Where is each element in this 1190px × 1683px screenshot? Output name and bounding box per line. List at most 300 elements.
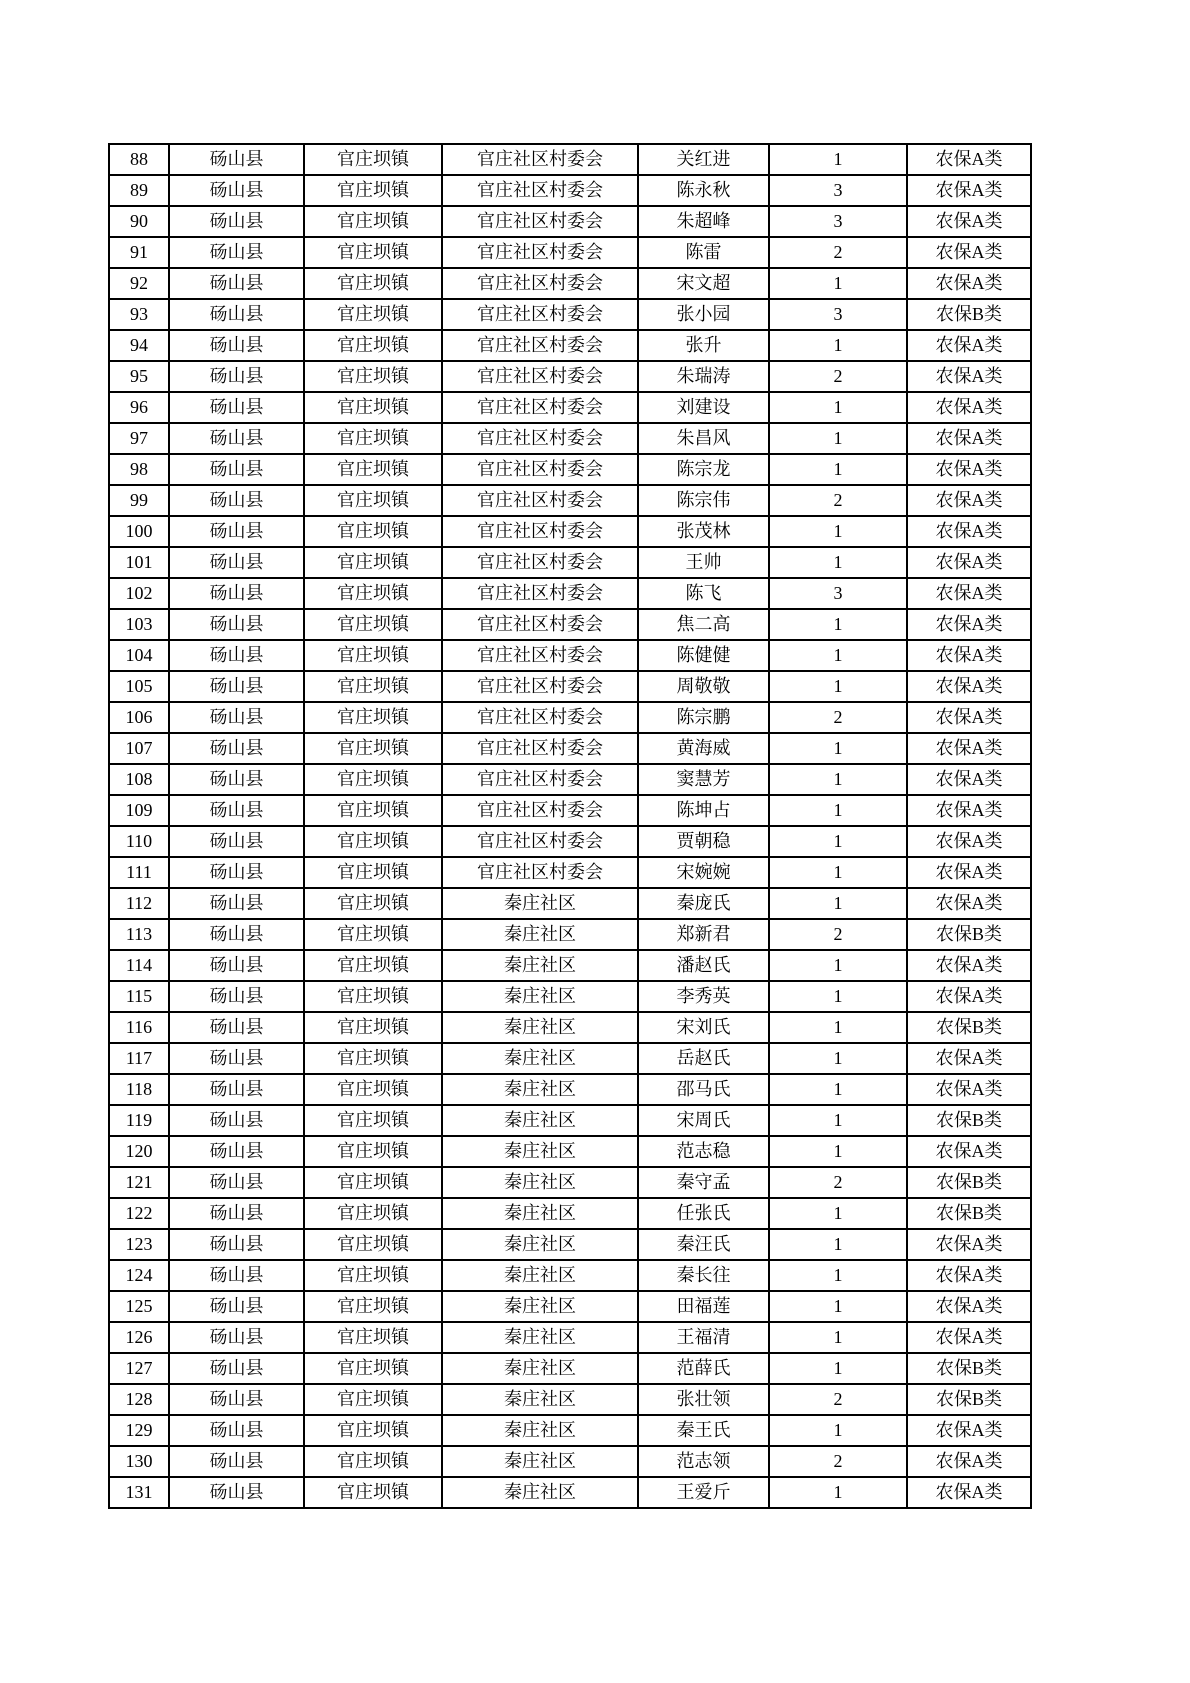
cell-name: 朱瑞涛 bbox=[638, 361, 769, 392]
cell-seq: 92 bbox=[109, 268, 169, 299]
cell-name: 周敬敬 bbox=[638, 671, 769, 702]
table-row bbox=[109, 702, 1031, 733]
cell-seq: 127 bbox=[109, 1353, 169, 1384]
cell-seq: 88 bbox=[109, 144, 169, 175]
table-row bbox=[109, 1198, 1031, 1229]
cell-town: 官庄坝镇 bbox=[304, 640, 442, 671]
table-row bbox=[109, 330, 1031, 361]
cell-town: 官庄坝镇 bbox=[304, 888, 442, 919]
cell-category: 农保A类 bbox=[907, 826, 1031, 857]
cell-name: 陈坤占 bbox=[638, 795, 769, 826]
cell-county: 砀山县 bbox=[169, 1384, 304, 1415]
cell-county: 砀山县 bbox=[169, 826, 304, 857]
cell-category: 农保A类 bbox=[907, 1074, 1031, 1105]
cell-county: 砀山县 bbox=[169, 1198, 304, 1229]
cell-name: 焦二高 bbox=[638, 609, 769, 640]
cell-county: 砀山县 bbox=[169, 175, 304, 206]
cell-count: 1 bbox=[769, 547, 907, 578]
cell-seq: 114 bbox=[109, 950, 169, 981]
cell-town: 官庄坝镇 bbox=[304, 733, 442, 764]
cell-county: 砀山县 bbox=[169, 1167, 304, 1198]
table-row bbox=[109, 454, 1031, 485]
cell-village: 秦庄社区 bbox=[442, 1477, 638, 1508]
cell-seq: 107 bbox=[109, 733, 169, 764]
cell-county: 砀山县 bbox=[169, 423, 304, 454]
table-row bbox=[109, 671, 1031, 702]
table-row bbox=[109, 547, 1031, 578]
cell-category: 农保A类 bbox=[907, 857, 1031, 888]
cell-county: 砀山县 bbox=[169, 1043, 304, 1074]
cell-village: 官庄社区村委会 bbox=[442, 640, 638, 671]
cell-category: 农保B类 bbox=[907, 1353, 1031, 1384]
cell-seq: 102 bbox=[109, 578, 169, 609]
cell-name: 范志领 bbox=[638, 1446, 769, 1477]
table-row bbox=[109, 175, 1031, 206]
cell-category: 农保A类 bbox=[907, 237, 1031, 268]
cell-count: 1 bbox=[769, 392, 907, 423]
cell-name: 秦长往 bbox=[638, 1260, 769, 1291]
cell-name: 陈宗龙 bbox=[638, 454, 769, 485]
cell-town: 官庄坝镇 bbox=[304, 454, 442, 485]
cell-name: 岳赵氏 bbox=[638, 1043, 769, 1074]
cell-seq: 124 bbox=[109, 1260, 169, 1291]
cell-count: 2 bbox=[769, 919, 907, 950]
cell-town: 官庄坝镇 bbox=[304, 144, 442, 175]
cell-village: 官庄社区村委会 bbox=[442, 330, 638, 361]
cell-count: 1 bbox=[769, 826, 907, 857]
cell-seq: 129 bbox=[109, 1415, 169, 1446]
cell-village: 官庄社区村委会 bbox=[442, 454, 638, 485]
cell-count: 2 bbox=[769, 361, 907, 392]
cell-town: 官庄坝镇 bbox=[304, 702, 442, 733]
cell-category: 农保A类 bbox=[907, 1446, 1031, 1477]
cell-name: 张茂林 bbox=[638, 516, 769, 547]
cell-name: 宋周氏 bbox=[638, 1105, 769, 1136]
cell-town: 官庄坝镇 bbox=[304, 1074, 442, 1105]
cell-count: 1 bbox=[769, 981, 907, 1012]
cell-county: 砀山县 bbox=[169, 268, 304, 299]
cell-seq: 103 bbox=[109, 609, 169, 640]
cell-name: 关红进 bbox=[638, 144, 769, 175]
cell-count: 2 bbox=[769, 237, 907, 268]
cell-count: 1 bbox=[769, 671, 907, 702]
cell-village: 官庄社区村委会 bbox=[442, 671, 638, 702]
cell-category: 农保A类 bbox=[907, 795, 1031, 826]
cell-county: 砀山县 bbox=[169, 919, 304, 950]
table-row bbox=[109, 981, 1031, 1012]
cell-town: 官庄坝镇 bbox=[304, 1012, 442, 1043]
cell-category: 农保A类 bbox=[907, 1322, 1031, 1353]
cell-seq: 110 bbox=[109, 826, 169, 857]
cell-town: 官庄坝镇 bbox=[304, 1415, 442, 1446]
cell-county: 砀山县 bbox=[169, 206, 304, 237]
cell-village: 官庄社区村委会 bbox=[442, 857, 638, 888]
cell-village: 官庄社区村委会 bbox=[442, 826, 638, 857]
table-row bbox=[109, 485, 1031, 516]
cell-village: 秦庄社区 bbox=[442, 981, 638, 1012]
cell-count: 1 bbox=[769, 423, 907, 454]
cell-county: 砀山县 bbox=[169, 981, 304, 1012]
cell-county: 砀山县 bbox=[169, 888, 304, 919]
cell-name: 陈飞 bbox=[638, 578, 769, 609]
cell-village: 秦庄社区 bbox=[442, 1322, 638, 1353]
cell-count: 1 bbox=[769, 609, 907, 640]
cell-count: 1 bbox=[769, 888, 907, 919]
cell-county: 砀山县 bbox=[169, 547, 304, 578]
cell-county: 砀山县 bbox=[169, 392, 304, 423]
cell-name: 宋婉婉 bbox=[638, 857, 769, 888]
cell-category: 农保B类 bbox=[907, 919, 1031, 950]
cell-county: 砀山县 bbox=[169, 671, 304, 702]
cell-seq: 97 bbox=[109, 423, 169, 454]
cell-category: 农保B类 bbox=[907, 1167, 1031, 1198]
table-row bbox=[109, 578, 1031, 609]
cell-town: 官庄坝镇 bbox=[304, 516, 442, 547]
cell-village: 官庄社区村委会 bbox=[442, 485, 638, 516]
cell-village: 官庄社区村委会 bbox=[442, 392, 638, 423]
cell-village: 秦庄社区 bbox=[442, 950, 638, 981]
cell-seq: 131 bbox=[109, 1477, 169, 1508]
cell-count: 3 bbox=[769, 299, 907, 330]
cell-town: 官庄坝镇 bbox=[304, 1043, 442, 1074]
table-row bbox=[109, 888, 1031, 919]
cell-count: 1 bbox=[769, 1105, 907, 1136]
cell-seq: 94 bbox=[109, 330, 169, 361]
cell-count: 1 bbox=[769, 1012, 907, 1043]
cell-town: 官庄坝镇 bbox=[304, 950, 442, 981]
table-row bbox=[109, 1291, 1031, 1322]
cell-count: 1 bbox=[769, 1322, 907, 1353]
table-row bbox=[109, 1446, 1031, 1477]
cell-category: 农保B类 bbox=[907, 1105, 1031, 1136]
cell-village: 秦庄社区 bbox=[442, 1105, 638, 1136]
cell-count: 1 bbox=[769, 640, 907, 671]
cell-count: 1 bbox=[769, 795, 907, 826]
cell-count: 1 bbox=[769, 1198, 907, 1229]
table-row bbox=[109, 392, 1031, 423]
cell-town: 官庄坝镇 bbox=[304, 423, 442, 454]
cell-name: 张壮领 bbox=[638, 1384, 769, 1415]
cell-county: 砀山县 bbox=[169, 857, 304, 888]
cell-county: 砀山县 bbox=[169, 330, 304, 361]
table-row bbox=[109, 609, 1031, 640]
table-row bbox=[109, 950, 1031, 981]
cell-category: 农保A类 bbox=[907, 888, 1031, 919]
cell-category: 农保A类 bbox=[907, 547, 1031, 578]
cell-count: 2 bbox=[769, 702, 907, 733]
cell-village: 秦庄社区 bbox=[442, 1229, 638, 1260]
cell-count: 1 bbox=[769, 330, 907, 361]
table-row bbox=[109, 1105, 1031, 1136]
cell-seq: 109 bbox=[109, 795, 169, 826]
cell-name: 王福清 bbox=[638, 1322, 769, 1353]
cell-category: 农保A类 bbox=[907, 175, 1031, 206]
table-row bbox=[109, 733, 1031, 764]
table-row bbox=[109, 299, 1031, 330]
cell-name: 陈宗伟 bbox=[638, 485, 769, 516]
cell-village: 秦庄社区 bbox=[442, 1291, 638, 1322]
cell-count: 2 bbox=[769, 1167, 907, 1198]
cell-count: 1 bbox=[769, 733, 907, 764]
cell-category: 农保A类 bbox=[907, 423, 1031, 454]
cell-seq: 112 bbox=[109, 888, 169, 919]
cell-category: 农保A类 bbox=[907, 1477, 1031, 1508]
cell-count: 3 bbox=[769, 206, 907, 237]
cell-village: 官庄社区村委会 bbox=[442, 361, 638, 392]
cell-name: 郑新君 bbox=[638, 919, 769, 950]
cell-name: 秦守孟 bbox=[638, 1167, 769, 1198]
cell-seq: 90 bbox=[109, 206, 169, 237]
cell-county: 砀山县 bbox=[169, 1353, 304, 1384]
cell-count: 1 bbox=[769, 950, 907, 981]
cell-category: 农保A类 bbox=[907, 702, 1031, 733]
cell-name: 邵马氏 bbox=[638, 1074, 769, 1105]
cell-seq: 96 bbox=[109, 392, 169, 423]
cell-seq: 104 bbox=[109, 640, 169, 671]
cell-seq: 130 bbox=[109, 1446, 169, 1477]
cell-town: 官庄坝镇 bbox=[304, 485, 442, 516]
cell-seq: 100 bbox=[109, 516, 169, 547]
cell-count: 1 bbox=[769, 1477, 907, 1508]
cell-category: 农保A类 bbox=[907, 1260, 1031, 1291]
cell-county: 砀山县 bbox=[169, 764, 304, 795]
cell-town: 官庄坝镇 bbox=[304, 1291, 442, 1322]
cell-name: 田福莲 bbox=[638, 1291, 769, 1322]
cell-seq: 122 bbox=[109, 1198, 169, 1229]
cell-category: 农保A类 bbox=[907, 1136, 1031, 1167]
cell-village: 官庄社区村委会 bbox=[442, 733, 638, 764]
cell-town: 官庄坝镇 bbox=[304, 1446, 442, 1477]
cell-name: 任张氏 bbox=[638, 1198, 769, 1229]
cell-town: 官庄坝镇 bbox=[304, 175, 442, 206]
cell-town: 官庄坝镇 bbox=[304, 1384, 442, 1415]
cell-village: 官庄社区村委会 bbox=[442, 206, 638, 237]
cell-name: 朱超峰 bbox=[638, 206, 769, 237]
cell-seq: 118 bbox=[109, 1074, 169, 1105]
cell-village: 官庄社区村委会 bbox=[442, 175, 638, 206]
cell-seq: 128 bbox=[109, 1384, 169, 1415]
cell-county: 砀山县 bbox=[169, 733, 304, 764]
table-row bbox=[109, 144, 1031, 175]
cell-town: 官庄坝镇 bbox=[304, 857, 442, 888]
cell-name: 窦慧芳 bbox=[638, 764, 769, 795]
cell-category: 农保A类 bbox=[907, 764, 1031, 795]
cell-category: 农保A类 bbox=[907, 144, 1031, 175]
cell-town: 官庄坝镇 bbox=[304, 268, 442, 299]
cell-name: 李秀英 bbox=[638, 981, 769, 1012]
cell-seq: 115 bbox=[109, 981, 169, 1012]
cell-village: 秦庄社区 bbox=[442, 1353, 638, 1384]
cell-category: 农保A类 bbox=[907, 1415, 1031, 1446]
cell-town: 官庄坝镇 bbox=[304, 1477, 442, 1508]
table-row bbox=[109, 516, 1031, 547]
cell-category: 农保A类 bbox=[907, 1291, 1031, 1322]
cell-seq: 117 bbox=[109, 1043, 169, 1074]
cell-count: 1 bbox=[769, 268, 907, 299]
cell-count: 1 bbox=[769, 144, 907, 175]
cell-category: 农保B类 bbox=[907, 299, 1031, 330]
cell-seq: 91 bbox=[109, 237, 169, 268]
cell-count: 1 bbox=[769, 1043, 907, 1074]
cell-name: 陈雷 bbox=[638, 237, 769, 268]
cell-town: 官庄坝镇 bbox=[304, 547, 442, 578]
cell-town: 官庄坝镇 bbox=[304, 392, 442, 423]
cell-county: 砀山县 bbox=[169, 1012, 304, 1043]
cell-category: 农保A类 bbox=[907, 578, 1031, 609]
cell-seq: 125 bbox=[109, 1291, 169, 1322]
cell-county: 砀山县 bbox=[169, 950, 304, 981]
cell-category: 农保B类 bbox=[907, 1384, 1031, 1415]
cell-seq: 101 bbox=[109, 547, 169, 578]
table-row bbox=[109, 1384, 1031, 1415]
table-row bbox=[109, 1043, 1031, 1074]
table-row bbox=[109, 206, 1031, 237]
cell-village: 秦庄社区 bbox=[442, 1260, 638, 1291]
cell-village: 秦庄社区 bbox=[442, 1198, 638, 1229]
cell-name: 范志稳 bbox=[638, 1136, 769, 1167]
cell-village: 秦庄社区 bbox=[442, 888, 638, 919]
cell-village: 官庄社区村委会 bbox=[442, 547, 638, 578]
table-row bbox=[109, 826, 1031, 857]
cell-name: 秦庞氏 bbox=[638, 888, 769, 919]
cell-county: 砀山县 bbox=[169, 1322, 304, 1353]
cell-name: 陈健健 bbox=[638, 640, 769, 671]
cell-county: 砀山县 bbox=[169, 1291, 304, 1322]
table-row bbox=[109, 1167, 1031, 1198]
cell-village: 官庄社区村委会 bbox=[442, 237, 638, 268]
cell-village: 官庄社区村委会 bbox=[442, 516, 638, 547]
cell-count: 1 bbox=[769, 454, 907, 485]
table-row bbox=[109, 423, 1031, 454]
cell-name: 范薛氏 bbox=[638, 1353, 769, 1384]
roster-table bbox=[108, 143, 1032, 1509]
cell-town: 官庄坝镇 bbox=[304, 981, 442, 1012]
cell-county: 砀山县 bbox=[169, 485, 304, 516]
cell-seq: 121 bbox=[109, 1167, 169, 1198]
cell-county: 砀山县 bbox=[169, 1415, 304, 1446]
cell-county: 砀山县 bbox=[169, 702, 304, 733]
cell-county: 砀山县 bbox=[169, 144, 304, 175]
cell-county: 砀山县 bbox=[169, 795, 304, 826]
cell-county: 砀山县 bbox=[169, 1136, 304, 1167]
cell-county: 砀山县 bbox=[169, 361, 304, 392]
cell-category: 农保A类 bbox=[907, 206, 1031, 237]
cell-count: 3 bbox=[769, 578, 907, 609]
cell-name: 贾朝稳 bbox=[638, 826, 769, 857]
cell-name: 张升 bbox=[638, 330, 769, 361]
cell-count: 1 bbox=[769, 857, 907, 888]
cell-town: 官庄坝镇 bbox=[304, 1167, 442, 1198]
cell-name: 陈永秋 bbox=[638, 175, 769, 206]
cell-town: 官庄坝镇 bbox=[304, 206, 442, 237]
cell-village: 秦庄社区 bbox=[442, 1074, 638, 1105]
table-row bbox=[109, 237, 1031, 268]
cell-count: 1 bbox=[769, 764, 907, 795]
cell-category: 农保A类 bbox=[907, 981, 1031, 1012]
cell-count: 3 bbox=[769, 175, 907, 206]
cell-village: 秦庄社区 bbox=[442, 1446, 638, 1477]
cell-name: 黄海威 bbox=[638, 733, 769, 764]
cell-county: 砀山县 bbox=[169, 578, 304, 609]
cell-category: 农保A类 bbox=[907, 268, 1031, 299]
table-row bbox=[109, 1322, 1031, 1353]
table-row bbox=[109, 764, 1031, 795]
cell-seq: 123 bbox=[109, 1229, 169, 1260]
cell-town: 官庄坝镇 bbox=[304, 299, 442, 330]
cell-town: 官庄坝镇 bbox=[304, 1136, 442, 1167]
table-row bbox=[109, 268, 1031, 299]
cell-count: 2 bbox=[769, 1384, 907, 1415]
table-row bbox=[109, 857, 1031, 888]
cell-town: 官庄坝镇 bbox=[304, 1198, 442, 1229]
cell-category: 农保A类 bbox=[907, 330, 1031, 361]
cell-village: 官庄社区村委会 bbox=[442, 702, 638, 733]
cell-town: 官庄坝镇 bbox=[304, 361, 442, 392]
cell-village: 官庄社区村委会 bbox=[442, 144, 638, 175]
cell-county: 砀山县 bbox=[169, 1229, 304, 1260]
table-row bbox=[109, 1012, 1031, 1043]
cell-village: 官庄社区村委会 bbox=[442, 578, 638, 609]
cell-count: 1 bbox=[769, 1260, 907, 1291]
cell-village: 秦庄社区 bbox=[442, 1384, 638, 1415]
cell-name: 陈宗鹏 bbox=[638, 702, 769, 733]
cell-county: 砀山县 bbox=[169, 609, 304, 640]
cell-count: 1 bbox=[769, 1291, 907, 1322]
cell-county: 砀山县 bbox=[169, 1105, 304, 1136]
cell-category: 农保A类 bbox=[907, 609, 1031, 640]
table-row bbox=[109, 1229, 1031, 1260]
cell-seq: 119 bbox=[109, 1105, 169, 1136]
cell-town: 官庄坝镇 bbox=[304, 578, 442, 609]
cell-county: 砀山县 bbox=[169, 640, 304, 671]
cell-category: 农保A类 bbox=[907, 950, 1031, 981]
cell-seq: 105 bbox=[109, 671, 169, 702]
cell-category: 农保A类 bbox=[907, 733, 1031, 764]
cell-town: 官庄坝镇 bbox=[304, 671, 442, 702]
cell-name: 王爱斤 bbox=[638, 1477, 769, 1508]
cell-county: 砀山县 bbox=[169, 237, 304, 268]
cell-count: 1 bbox=[769, 1353, 907, 1384]
cell-town: 官庄坝镇 bbox=[304, 764, 442, 795]
cell-village: 秦庄社区 bbox=[442, 1012, 638, 1043]
table-row bbox=[109, 795, 1031, 826]
cell-seq: 120 bbox=[109, 1136, 169, 1167]
cell-village: 官庄社区村委会 bbox=[442, 299, 638, 330]
cell-village: 秦庄社区 bbox=[442, 1415, 638, 1446]
cell-seq: 99 bbox=[109, 485, 169, 516]
cell-name: 秦王氏 bbox=[638, 1415, 769, 1446]
cell-county: 砀山县 bbox=[169, 1446, 304, 1477]
cell-count: 1 bbox=[769, 1415, 907, 1446]
table-row bbox=[109, 1477, 1031, 1508]
table-row bbox=[109, 361, 1031, 392]
cell-village: 秦庄社区 bbox=[442, 1043, 638, 1074]
cell-village: 官庄社区村委会 bbox=[442, 268, 638, 299]
cell-count: 2 bbox=[769, 1446, 907, 1477]
table-row bbox=[109, 1415, 1031, 1446]
table-row bbox=[109, 1074, 1031, 1105]
cell-town: 官庄坝镇 bbox=[304, 1322, 442, 1353]
cell-category: 农保A类 bbox=[907, 671, 1031, 702]
table-row bbox=[109, 1136, 1031, 1167]
cell-county: 砀山县 bbox=[169, 299, 304, 330]
cell-village: 秦庄社区 bbox=[442, 919, 638, 950]
cell-town: 官庄坝镇 bbox=[304, 1260, 442, 1291]
table-row bbox=[109, 640, 1031, 671]
cell-category: 农保B类 bbox=[907, 1198, 1031, 1229]
cell-name: 张小园 bbox=[638, 299, 769, 330]
cell-seq: 113 bbox=[109, 919, 169, 950]
